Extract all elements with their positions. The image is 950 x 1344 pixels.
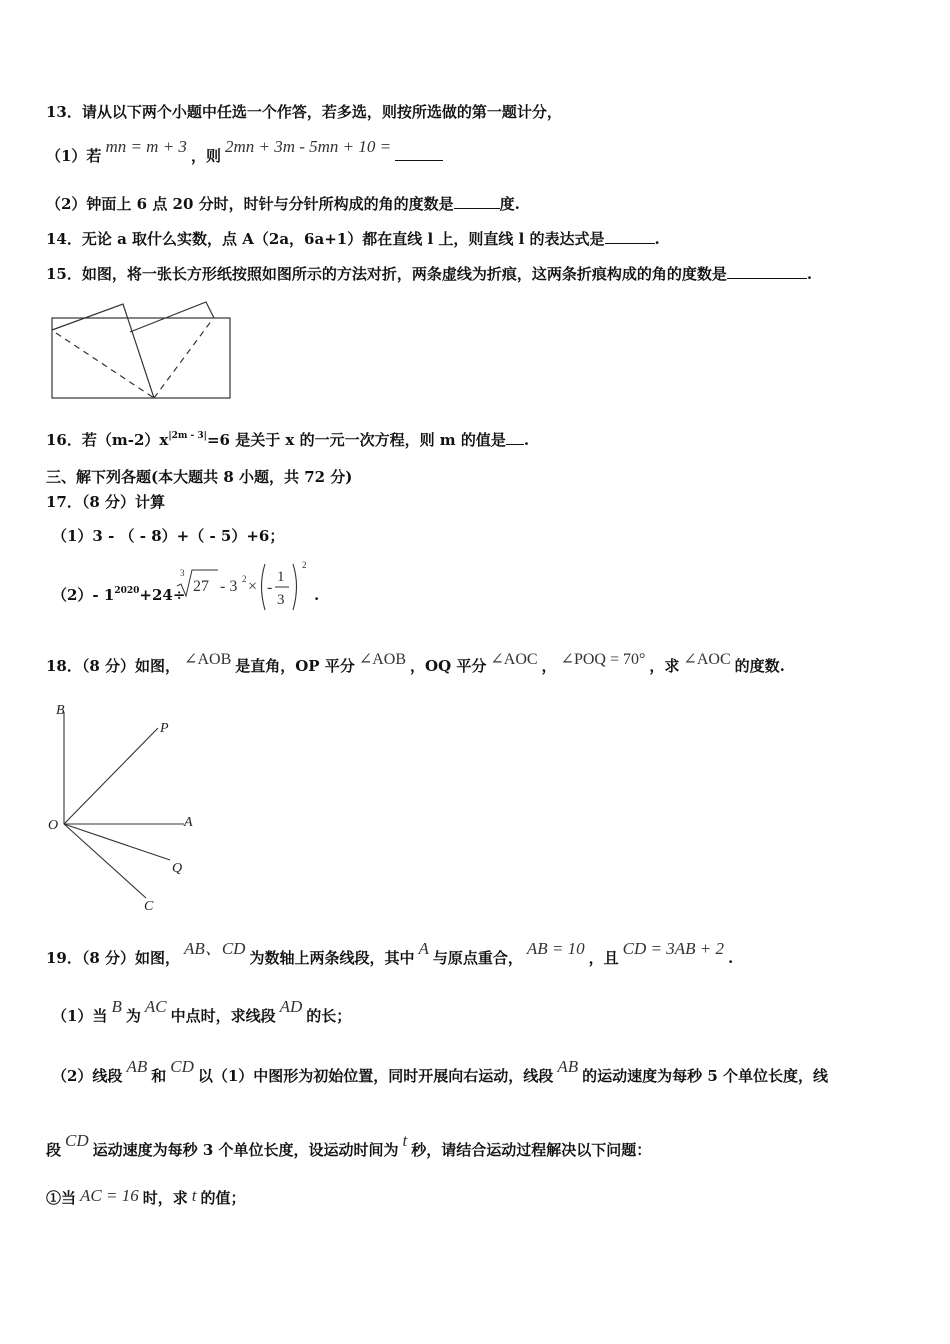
q19-t2: 与原点重合，	[432, 949, 523, 967]
q19-p2-a: （2）线段	[52, 1067, 123, 1085]
q18-t5: 的度数.	[734, 657, 785, 675]
angle-poq: ∠POQ = 70°	[560, 651, 646, 668]
ac-equals-16: AC = 16	[80, 1186, 139, 1205]
q19-p1-b: 为	[125, 1007, 141, 1025]
q17-p2-mid: +24÷	[139, 586, 186, 604]
q13-title: 13．请从以下两个小题中任选一个作答，若多选，则按所选做的第一题计分，	[46, 103, 562, 121]
q13-p2-text: （2）钟面上 6 点 20 分时，时针与分针所构成的角的度数是	[46, 195, 454, 213]
ray-op	[64, 728, 158, 824]
q19-sub1	[46, 1188, 245, 1208]
ab-equals-10: AB = 10	[526, 939, 585, 958]
q18	[46, 651, 785, 677]
label-a: A	[184, 815, 193, 830]
label-o: O	[48, 818, 59, 833]
label-q: Q	[172, 861, 183, 876]
fraction-numerator: 1	[277, 569, 285, 585]
q16	[46, 430, 529, 453]
q15-fold-figure	[46, 300, 246, 410]
segment-ad: AD	[279, 997, 303, 1016]
square-exponent: 2	[242, 574, 247, 584]
angle-aob: ∠AOB	[184, 651, 232, 668]
times-sign: ×	[248, 578, 258, 595]
q14	[46, 229, 660, 249]
q17-expression	[172, 558, 312, 618]
label-p: P	[160, 721, 169, 736]
right-crease-dashed	[154, 320, 212, 398]
angle-aob: ∠AOB	[358, 651, 406, 668]
root-index: 3	[180, 568, 185, 578]
fraction-sign: -	[267, 579, 273, 596]
q19-p1-c: 中点时，求线段	[170, 1007, 276, 1025]
q19	[46, 939, 734, 968]
q15-suffix: .	[806, 265, 813, 283]
q17-p2-exponent: 2020	[114, 586, 140, 596]
q17-p2-prefix: （2）- 1	[52, 586, 115, 604]
q18-angle-figure	[46, 700, 216, 920]
fraction-denominator: 3	[277, 592, 285, 608]
section-heading: 三、解下列各题(本大题共 8 小题，共 72 分)	[46, 468, 353, 486]
variable-t: t	[402, 1131, 408, 1150]
q19-p4-b: 时，求	[142, 1189, 188, 1207]
q17-part2	[52, 585, 185, 608]
angle-aoc: ∠AOC	[683, 651, 731, 668]
q19-part2-continued	[46, 1131, 652, 1160]
q19-p3-a: 段	[46, 1141, 62, 1159]
answer-blank[interactable]	[454, 194, 500, 209]
q13-p2-suffix: 度.	[499, 195, 520, 213]
segments-ab-cd: AB、CD	[184, 939, 246, 958]
segment-cd: CD	[170, 1057, 194, 1076]
q14-text: 14．无论 a 取什么实数，点 A（2a，6a+1）都在直线 l 上，则直线 l 的表达式是	[46, 230, 605, 248]
q16-prefix: 16．若（m-2）x	[46, 431, 169, 449]
q17-title: 17．（8 分）计算	[46, 493, 166, 511]
segment-ab: AB	[557, 1057, 579, 1076]
answer-blank[interactable]	[506, 430, 524, 445]
right-paren	[293, 564, 297, 610]
ray-oc	[64, 824, 146, 898]
q19-t4: .	[727, 949, 734, 967]
segment-cd: CD	[65, 1131, 89, 1150]
variable-t: t	[191, 1186, 197, 1205]
point-a: A	[418, 939, 429, 958]
q19-p4-c: 的值；	[200, 1189, 246, 1207]
label-b: B	[56, 703, 65, 718]
right-folded-flap	[130, 302, 214, 332]
q13-p1-expr: 2mn + 3m - 5mn + 10 =	[224, 137, 392, 156]
cd-equation: CD = 3AB + 2	[622, 939, 724, 958]
q17-part1: （1）3 - （ - 8）+（ - 5）+6；	[52, 527, 285, 545]
q19-t3: ，且	[588, 949, 619, 967]
point-b: B	[111, 997, 122, 1016]
q18-t2: ，OQ 平分	[410, 657, 487, 675]
q15	[46, 264, 812, 284]
q19-p1-d: 的长；	[306, 1007, 352, 1025]
q16-exponent: |2m - 3|	[168, 431, 207, 441]
q15-text: 15．如图，将一张长方形纸按照如图所示的方法对折，两条虚线为折痕，这两条折痕构成的角的度数是	[46, 265, 727, 283]
q13-p1-cond: mn = m + 3	[105, 137, 187, 156]
segment-ab: AB	[126, 1057, 148, 1076]
q19-t1: 为数轴上两条线段，其中	[249, 949, 415, 967]
q13-p1-mid: ，则	[190, 147, 221, 165]
answer-blank[interactable]	[605, 229, 655, 244]
q18-t3: ，	[541, 657, 557, 675]
label-c: C	[144, 899, 154, 914]
q18-prefix: 18．（8 分）如图，	[46, 657, 181, 675]
q19-p1-a: （1）当	[52, 1007, 108, 1025]
q13-part2	[46, 194, 520, 214]
answer-blank[interactable]	[727, 264, 807, 279]
q13-part1	[46, 137, 443, 166]
left-crease-dashed	[56, 333, 154, 398]
q16-end: .	[523, 431, 530, 449]
radicand: 27	[193, 578, 209, 595]
q19-p4-a: ①当	[46, 1189, 77, 1207]
q16-suffix: =6 是关于 x 的一元一次方程，则 m 的值是	[206, 431, 506, 449]
q19-p2-c: 以（1）中图形为初始位置，同时开展向右运动，线段	[197, 1067, 554, 1085]
ray-oq	[64, 824, 170, 860]
q18-t1: 是直角，OP 平分	[235, 657, 355, 675]
q19-p3-c: 秒，请结合运动过程解决以下问题：	[411, 1141, 652, 1159]
q17-end: .	[314, 586, 320, 604]
q13-p1-prefix: （1）若	[46, 147, 102, 165]
minus-three: - 3	[220, 578, 238, 595]
left-paren	[262, 564, 266, 610]
q19-p2-b: 和	[151, 1067, 167, 1085]
q19-prefix: 19．（8 分）如图，	[46, 949, 181, 967]
q19-part2	[52, 1057, 828, 1086]
q19-p3-b: 运动速度为每秒 3 个单位长度，设运动时间为	[92, 1141, 399, 1159]
segment-ac: AC	[144, 997, 167, 1016]
answer-blank[interactable]	[395, 146, 443, 161]
q19-p2-d: 的运动速度为每秒 5 个单位长度，线	[582, 1067, 828, 1085]
q19-part1	[52, 997, 352, 1026]
q14-suffix: .	[654, 230, 660, 248]
q18-t4: ，求	[649, 657, 680, 675]
angle-aoc: ∠AOC	[490, 651, 538, 668]
paren-exponent: 2	[302, 560, 307, 570]
